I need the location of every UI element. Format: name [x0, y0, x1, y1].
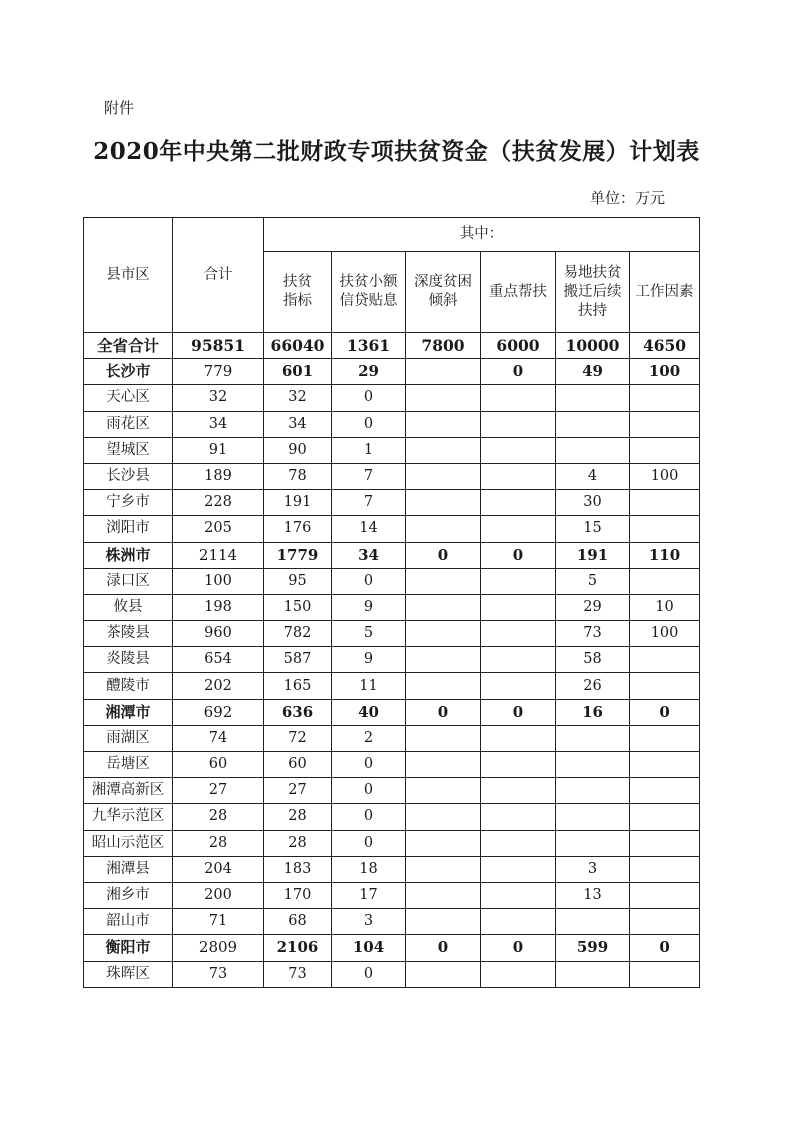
poverty-indicator-cell: 27 [264, 778, 332, 804]
relocation-support-cell [556, 725, 630, 751]
key-assistance-cell [481, 882, 556, 908]
key-assistance-cell [481, 516, 556, 542]
total-cell: 60 [173, 752, 264, 778]
deep-poverty-tilt-cell [406, 961, 481, 987]
poverty-indicator-cell: 170 [264, 882, 332, 908]
relocation-support-cell [556, 909, 630, 935]
work-factor-cell: 100 [630, 621, 700, 647]
key-assistance-cell [481, 830, 556, 856]
total-cell: 71 [173, 909, 264, 935]
poverty-indicator-cell: 95 [264, 568, 332, 594]
header-key-assistance: 重点帮扶 [481, 252, 556, 333]
total-cell: 200 [173, 882, 264, 908]
city-subtotal-row [84, 935, 700, 961]
microcredit-subsidy-cell: 0 [332, 385, 406, 411]
header-poverty-indicator: 扶贫指标 [264, 252, 332, 333]
total-cell: 73 [173, 961, 264, 987]
key-assistance-cell [481, 804, 556, 830]
region-name-cell: 湘潭高新区 [84, 778, 173, 804]
relocation-support-cell: 49 [556, 359, 630, 385]
work-factor-cell [630, 830, 700, 856]
deep-poverty-tilt-cell [406, 359, 481, 385]
microcredit-subsidy-cell: 29 [332, 359, 406, 385]
total-cell: 692 [173, 699, 264, 725]
deep-poverty-tilt-cell [406, 411, 481, 437]
city-subtotal-row [84, 359, 700, 385]
attachment-label: 附件 [104, 99, 135, 117]
poverty-indicator-cell: 150 [264, 594, 332, 620]
total-cell: 100 [173, 568, 264, 594]
key-assistance-cell: 0 [481, 542, 556, 568]
total-cell: 960 [173, 621, 264, 647]
deep-poverty-tilt-cell: 0 [406, 699, 481, 725]
table-row [84, 882, 700, 908]
table-row [84, 594, 700, 620]
poverty-indicator-cell: 34 [264, 411, 332, 437]
header-total: 合计 [173, 218, 264, 333]
region-name-cell: 全省合计 [84, 333, 173, 359]
table-row [84, 411, 700, 437]
region-name-cell: 九华示范区 [84, 804, 173, 830]
total-cell: 2114 [173, 542, 264, 568]
table-row [84, 725, 700, 751]
work-factor-cell [630, 490, 700, 516]
table-row [84, 437, 700, 463]
deep-poverty-tilt-cell [406, 621, 481, 647]
funding-plan-table [83, 217, 700, 988]
total-cell: 91 [173, 437, 264, 463]
work-factor-cell [630, 411, 700, 437]
key-assistance-cell [481, 856, 556, 882]
table-row [84, 463, 700, 489]
microcredit-subsidy-cell: 9 [332, 594, 406, 620]
total-cell: 189 [173, 463, 264, 489]
work-factor-cell: 100 [630, 359, 700, 385]
microcredit-subsidy-cell: 17 [332, 882, 406, 908]
relocation-support-cell: 599 [556, 935, 630, 961]
total-cell: 74 [173, 725, 264, 751]
region-name-cell: 韶山市 [84, 909, 173, 935]
microcredit-subsidy-cell: 0 [332, 752, 406, 778]
work-factor-cell [630, 437, 700, 463]
table-row [84, 516, 700, 542]
microcredit-subsidy-cell: 0 [332, 830, 406, 856]
deep-poverty-tilt-cell [406, 830, 481, 856]
total-cell: 202 [173, 673, 264, 699]
key-assistance-cell: 0 [481, 935, 556, 961]
key-assistance-cell [481, 961, 556, 987]
key-assistance-cell [481, 725, 556, 751]
work-factor-cell [630, 647, 700, 673]
deep-poverty-tilt-cell [406, 594, 481, 620]
total-cell: 32 [173, 385, 264, 411]
work-factor-cell [630, 673, 700, 699]
microcredit-subsidy-cell: 18 [332, 856, 406, 882]
deep-poverty-tilt-cell: 0 [406, 935, 481, 961]
work-factor-cell [630, 961, 700, 987]
table-row [84, 856, 700, 882]
relocation-support-cell [556, 752, 630, 778]
microcredit-subsidy-cell: 0 [332, 961, 406, 987]
microcredit-subsidy-cell: 7 [332, 490, 406, 516]
poverty-indicator-cell: 601 [264, 359, 332, 385]
relocation-support-cell: 16 [556, 699, 630, 725]
region-name-cell: 宁乡市 [84, 490, 173, 516]
work-factor-cell: 110 [630, 542, 700, 568]
deep-poverty-tilt-cell [406, 673, 481, 699]
deep-poverty-tilt-cell [406, 909, 481, 935]
microcredit-subsidy-cell: 0 [332, 778, 406, 804]
relocation-support-cell [556, 778, 630, 804]
microcredit-subsidy-cell: 1 [332, 437, 406, 463]
microcredit-subsidy-cell: 3 [332, 909, 406, 935]
key-assistance-cell [481, 594, 556, 620]
key-assistance-cell: 0 [481, 359, 556, 385]
key-assistance-cell [481, 647, 556, 673]
unit-label: 单位：万元 [590, 189, 666, 207]
microcredit-subsidy-cell: 9 [332, 647, 406, 673]
work-factor-cell [630, 516, 700, 542]
poverty-indicator-cell: 636 [264, 699, 332, 725]
poverty-indicator-cell: 90 [264, 437, 332, 463]
key-assistance-cell [481, 385, 556, 411]
poverty-indicator-cell: 183 [264, 856, 332, 882]
relocation-support-cell: 26 [556, 673, 630, 699]
microcredit-subsidy-cell: 1361 [332, 333, 406, 359]
deep-poverty-tilt-cell: 0 [406, 542, 481, 568]
header-work-factor: 工作因素 [630, 252, 700, 333]
poverty-indicator-cell: 191 [264, 490, 332, 516]
work-factor-cell: 0 [630, 699, 700, 725]
region-name-cell: 衡阳市 [84, 935, 173, 961]
microcredit-subsidy-cell: 0 [332, 568, 406, 594]
relocation-support-cell: 15 [556, 516, 630, 542]
region-name-cell: 天心区 [84, 385, 173, 411]
total-cell: 228 [173, 490, 264, 516]
total-cell: 28 [173, 830, 264, 856]
microcredit-subsidy-cell: 2 [332, 725, 406, 751]
poverty-indicator-cell: 60 [264, 752, 332, 778]
total-cell: 204 [173, 856, 264, 882]
deep-poverty-tilt-cell [406, 778, 481, 804]
work-factor-cell [630, 725, 700, 751]
key-assistance-cell [481, 909, 556, 935]
microcredit-subsidy-cell: 104 [332, 935, 406, 961]
relocation-support-cell: 13 [556, 882, 630, 908]
relocation-support-cell: 73 [556, 621, 630, 647]
region-name-cell: 湘潭市 [84, 699, 173, 725]
relocation-support-cell [556, 830, 630, 856]
relocation-support-cell [556, 961, 630, 987]
key-assistance-cell [481, 568, 556, 594]
region-name-cell: 长沙市 [84, 359, 173, 385]
table-row [84, 621, 700, 647]
work-factor-cell [630, 778, 700, 804]
poverty-indicator-cell: 2106 [264, 935, 332, 961]
work-factor-cell: 100 [630, 463, 700, 489]
poverty-indicator-cell: 78 [264, 463, 332, 489]
poverty-indicator-cell: 68 [264, 909, 332, 935]
poverty-indicator-cell: 587 [264, 647, 332, 673]
table-row [84, 568, 700, 594]
region-name-cell: 茶陵县 [84, 621, 173, 647]
deep-poverty-tilt-cell [406, 490, 481, 516]
work-factor-cell: 4650 [630, 333, 700, 359]
relocation-support-cell: 10000 [556, 333, 630, 359]
microcredit-subsidy-cell: 0 [332, 411, 406, 437]
deep-poverty-tilt-cell [406, 463, 481, 489]
total-cell: 27 [173, 778, 264, 804]
province-total-row [84, 333, 700, 359]
key-assistance-cell: 6000 [481, 333, 556, 359]
table-row [84, 752, 700, 778]
table-row [84, 490, 700, 516]
total-cell: 654 [173, 647, 264, 673]
relocation-support-cell [556, 385, 630, 411]
work-factor-cell [630, 385, 700, 411]
key-assistance-cell: 0 [481, 699, 556, 725]
relocation-support-cell [556, 411, 630, 437]
work-factor-cell: 10 [630, 594, 700, 620]
microcredit-subsidy-cell: 7 [332, 463, 406, 489]
region-name-cell: 昭山示范区 [84, 830, 173, 856]
poverty-indicator-cell: 73 [264, 961, 332, 987]
poverty-indicator-cell: 176 [264, 516, 332, 542]
key-assistance-cell [481, 463, 556, 489]
microcredit-subsidy-cell: 5 [332, 621, 406, 647]
poverty-indicator-cell: 32 [264, 385, 332, 411]
work-factor-cell [630, 752, 700, 778]
region-name-cell: 雨湖区 [84, 725, 173, 751]
document-title: 2020年中央第二批财政专项扶贫资金（扶贫发展）计划表 [93, 138, 700, 165]
relocation-support-cell [556, 804, 630, 830]
region-name-cell: 望城区 [84, 437, 173, 463]
microcredit-subsidy-cell: 14 [332, 516, 406, 542]
key-assistance-cell [481, 673, 556, 699]
relocation-support-cell: 29 [556, 594, 630, 620]
table-body [84, 333, 700, 988]
microcredit-subsidy-cell: 11 [332, 673, 406, 699]
total-cell: 779 [173, 359, 264, 385]
total-cell: 95851 [173, 333, 264, 359]
deep-poverty-tilt-cell [406, 516, 481, 542]
deep-poverty-tilt-cell [406, 804, 481, 830]
region-name-cell: 雨花区 [84, 411, 173, 437]
table-row [84, 909, 700, 935]
work-factor-cell: 0 [630, 935, 700, 961]
total-cell: 34 [173, 411, 264, 437]
relocation-support-cell: 191 [556, 542, 630, 568]
deep-poverty-tilt-cell [406, 437, 481, 463]
region-name-cell: 渌口区 [84, 568, 173, 594]
microcredit-subsidy-cell: 40 [332, 699, 406, 725]
table-row [84, 673, 700, 699]
key-assistance-cell [481, 752, 556, 778]
deep-poverty-tilt-cell [406, 568, 481, 594]
microcredit-subsidy-cell: 0 [332, 804, 406, 830]
key-assistance-cell [481, 490, 556, 516]
header-of-which: 其中： [264, 218, 700, 252]
table-row [84, 778, 700, 804]
work-factor-cell [630, 856, 700, 882]
header-deep-poverty-tilt: 深度贫困倾斜 [406, 252, 481, 333]
key-assistance-cell [481, 621, 556, 647]
relocation-support-cell: 58 [556, 647, 630, 673]
region-name-cell: 湘潭县 [84, 856, 173, 882]
deep-poverty-tilt-cell [406, 647, 481, 673]
table-row [84, 385, 700, 411]
deep-poverty-tilt-cell [406, 752, 481, 778]
relocation-support-cell: 3 [556, 856, 630, 882]
region-name-cell: 攸县 [84, 594, 173, 620]
table-row [84, 830, 700, 856]
relocation-support-cell: 5 [556, 568, 630, 594]
header-relocation-support: 易地扶贫搬迁后续扶持 [556, 252, 630, 333]
deep-poverty-tilt-cell [406, 725, 481, 751]
total-cell: 2809 [173, 935, 264, 961]
region-name-cell: 珠晖区 [84, 961, 173, 987]
relocation-support-cell: 4 [556, 463, 630, 489]
total-cell: 205 [173, 516, 264, 542]
region-name-cell: 长沙县 [84, 463, 173, 489]
poverty-indicator-cell: 165 [264, 673, 332, 699]
deep-poverty-tilt-cell [406, 882, 481, 908]
table-row [84, 647, 700, 673]
relocation-support-cell [556, 437, 630, 463]
region-name-cell: 浏阳市 [84, 516, 173, 542]
header-region: 县市区 [84, 218, 173, 333]
work-factor-cell [630, 882, 700, 908]
key-assistance-cell [481, 437, 556, 463]
city-subtotal-row [84, 542, 700, 568]
region-name-cell: 岳塘区 [84, 752, 173, 778]
relocation-support-cell: 30 [556, 490, 630, 516]
region-name-cell: 醴陵市 [84, 673, 173, 699]
header-microcredit-subsidy: 扶贫小额信贷贴息 [332, 252, 406, 333]
total-cell: 28 [173, 804, 264, 830]
deep-poverty-tilt-cell [406, 385, 481, 411]
poverty-indicator-cell: 28 [264, 830, 332, 856]
poverty-indicator-cell: 1779 [264, 542, 332, 568]
deep-poverty-tilt-cell: 7800 [406, 333, 481, 359]
work-factor-cell [630, 909, 700, 935]
key-assistance-cell [481, 778, 556, 804]
table-row [84, 804, 700, 830]
poverty-indicator-cell: 782 [264, 621, 332, 647]
microcredit-subsidy-cell: 34 [332, 542, 406, 568]
region-name-cell: 株洲市 [84, 542, 173, 568]
city-subtotal-row [84, 699, 700, 725]
poverty-indicator-cell: 72 [264, 725, 332, 751]
poverty-indicator-cell: 66040 [264, 333, 332, 359]
region-name-cell: 湘乡市 [84, 882, 173, 908]
total-cell: 198 [173, 594, 264, 620]
work-factor-cell [630, 568, 700, 594]
deep-poverty-tilt-cell [406, 856, 481, 882]
table-row [84, 961, 700, 987]
work-factor-cell [630, 804, 700, 830]
key-assistance-cell [481, 411, 556, 437]
region-name-cell: 炎陵县 [84, 647, 173, 673]
poverty-indicator-cell: 28 [264, 804, 332, 830]
